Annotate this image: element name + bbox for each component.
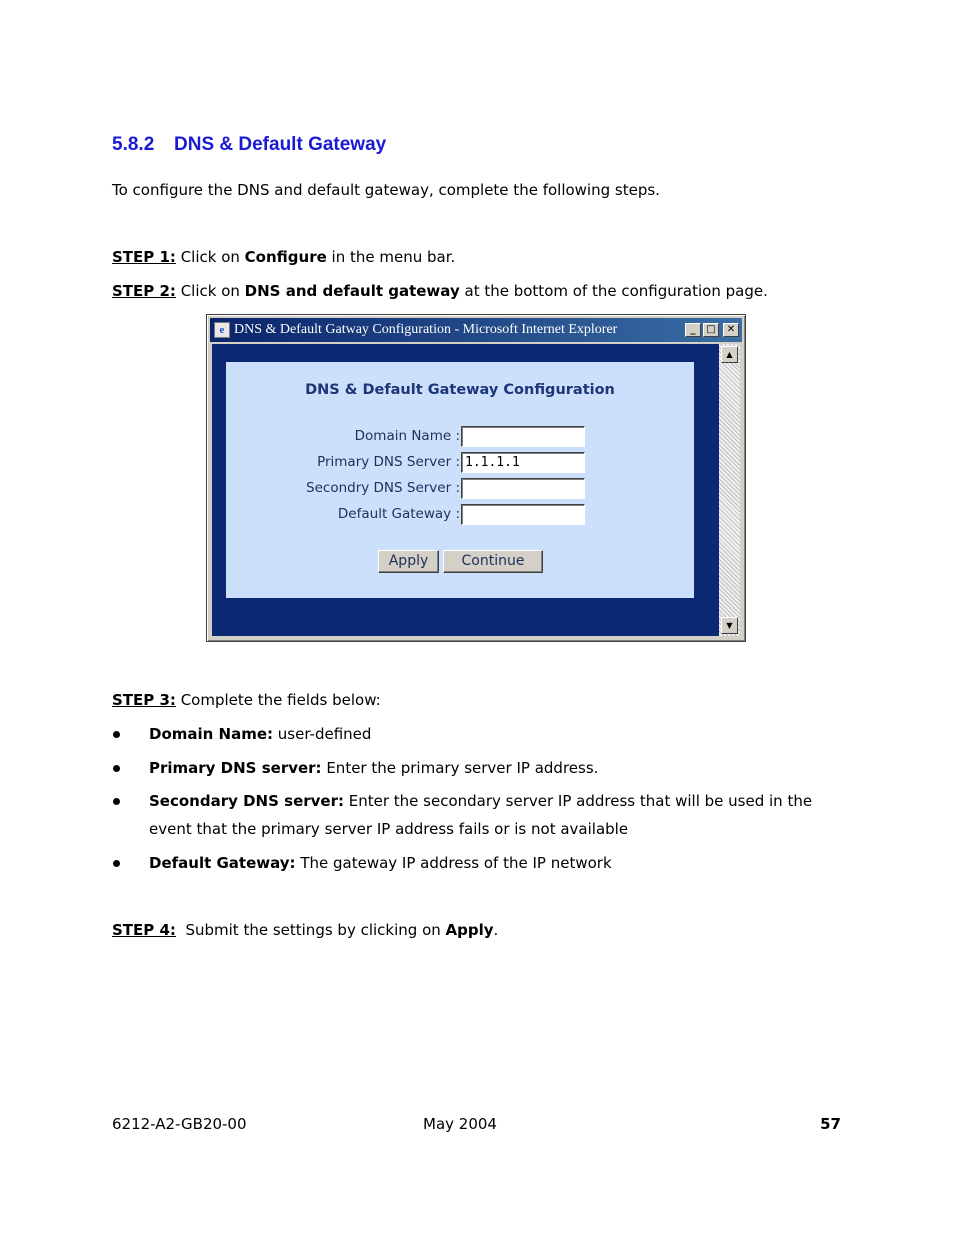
config-panel <box>226 362 694 598</box>
primary-dns-input[interactable]: 1.1.1.1 <box>461 452 585 473</box>
bullet-term: Secondary DNS server: <box>149 792 344 810</box>
step-2-text: Click on <box>175 282 245 300</box>
maximize-icon[interactable]: □ <box>703 323 719 337</box>
secondary-dns-label: Secondry DNS Server : <box>306 480 460 496</box>
step-2 <box>112 282 768 300</box>
step-1-text: Click on <box>175 248 245 266</box>
intro-paragraph: To configure the DNS and default gateway, complete the following steps. <box>112 181 660 199</box>
default-gateway-input[interactable] <box>461 504 585 525</box>
internet-explorer-icon: e <box>214 322 230 338</box>
step-1 <box>112 248 455 266</box>
secondary-dns-input[interactable] <box>461 478 585 499</box>
bullet-icon <box>113 731 120 738</box>
window-title: DNS & Default Gatway Configuration - Microsoft Internet Explorer <box>234 322 618 337</box>
bullet-secondary-dns <box>149 792 812 810</box>
bullet-secondary-dns-continued: event that the primary server IP address fails or is not available <box>149 820 629 838</box>
step-4-bold: Apply <box>445 921 494 939</box>
scroll-up-icon[interactable]: ▲ <box>721 346 738 363</box>
scroll-down-icon[interactable]: ▼ <box>721 617 738 634</box>
bullet-default-gateway <box>149 854 612 872</box>
apply-button[interactable]: Apply <box>378 550 439 573</box>
bullet-term: Domain Name: <box>149 725 274 743</box>
step-3-text: Complete the fields below: <box>175 691 381 709</box>
page-number: 57 <box>820 1115 841 1133</box>
bullet-term: Primary DNS server: <box>149 759 322 777</box>
continue-button[interactable]: Continue <box>443 550 543 573</box>
step-3 <box>112 691 381 709</box>
step-4-text-end: . <box>493 921 499 939</box>
bullet-desc: user-defined <box>273 725 372 743</box>
section-title: DNS & Default Gateway <box>174 134 387 155</box>
step-2-bold: DNS and default gateway <box>244 282 460 300</box>
panel-title: DNS & Default Gateway Configuration <box>305 382 615 398</box>
step-3-label: STEP 3: <box>112 691 176 709</box>
section-number: 5.8.2 <box>112 134 155 155</box>
bullet-desc: Enter the primary server IP address. <box>321 759 599 777</box>
section-heading <box>112 134 386 156</box>
primary-dns-label: Primary DNS Server : <box>317 454 460 470</box>
default-gateway-label: Default Gateway : <box>337 506 460 522</box>
domain-name-input[interactable] <box>461 426 585 447</box>
step-4-label: STEP 4: <box>112 921 176 939</box>
window-titlebar <box>210 318 742 342</box>
footer-date: May 2004 <box>423 1115 497 1133</box>
step-1-text-end: in the menu bar. <box>326 248 456 266</box>
step-4-text: Submit the settings by clicking on <box>175 921 446 939</box>
footer-doc-id: 6212-A2-GB20-00 <box>112 1115 247 1133</box>
step-1-label: STEP 1: <box>112 248 176 266</box>
bullet-domain-name <box>149 725 371 743</box>
browser-content-area <box>212 344 719 636</box>
bullet-desc: Enter the secondary server IP address that will be used in the <box>344 792 813 810</box>
domain-name-label: Domain Name : <box>354 428 460 444</box>
step-4 <box>112 921 498 939</box>
step-2-label: STEP 2: <box>112 282 176 300</box>
bullet-term: Default Gateway: <box>149 854 296 872</box>
bullet-primary-dns <box>149 759 598 777</box>
close-icon[interactable]: ✕ <box>723 323 739 337</box>
vertical-scrollbar[interactable] <box>719 344 740 636</box>
step-1-bold: Configure <box>244 248 327 266</box>
bullet-desc: The gateway IP address of the IP network <box>295 854 612 872</box>
bullet-icon <box>113 860 120 867</box>
bullet-icon <box>113 765 120 772</box>
step-2-text-end: at the bottom of the configuration page. <box>459 282 768 300</box>
bullet-icon <box>113 798 120 805</box>
minimize-icon[interactable]: _ <box>685 323 701 337</box>
ie-window-screenshot <box>206 314 746 642</box>
